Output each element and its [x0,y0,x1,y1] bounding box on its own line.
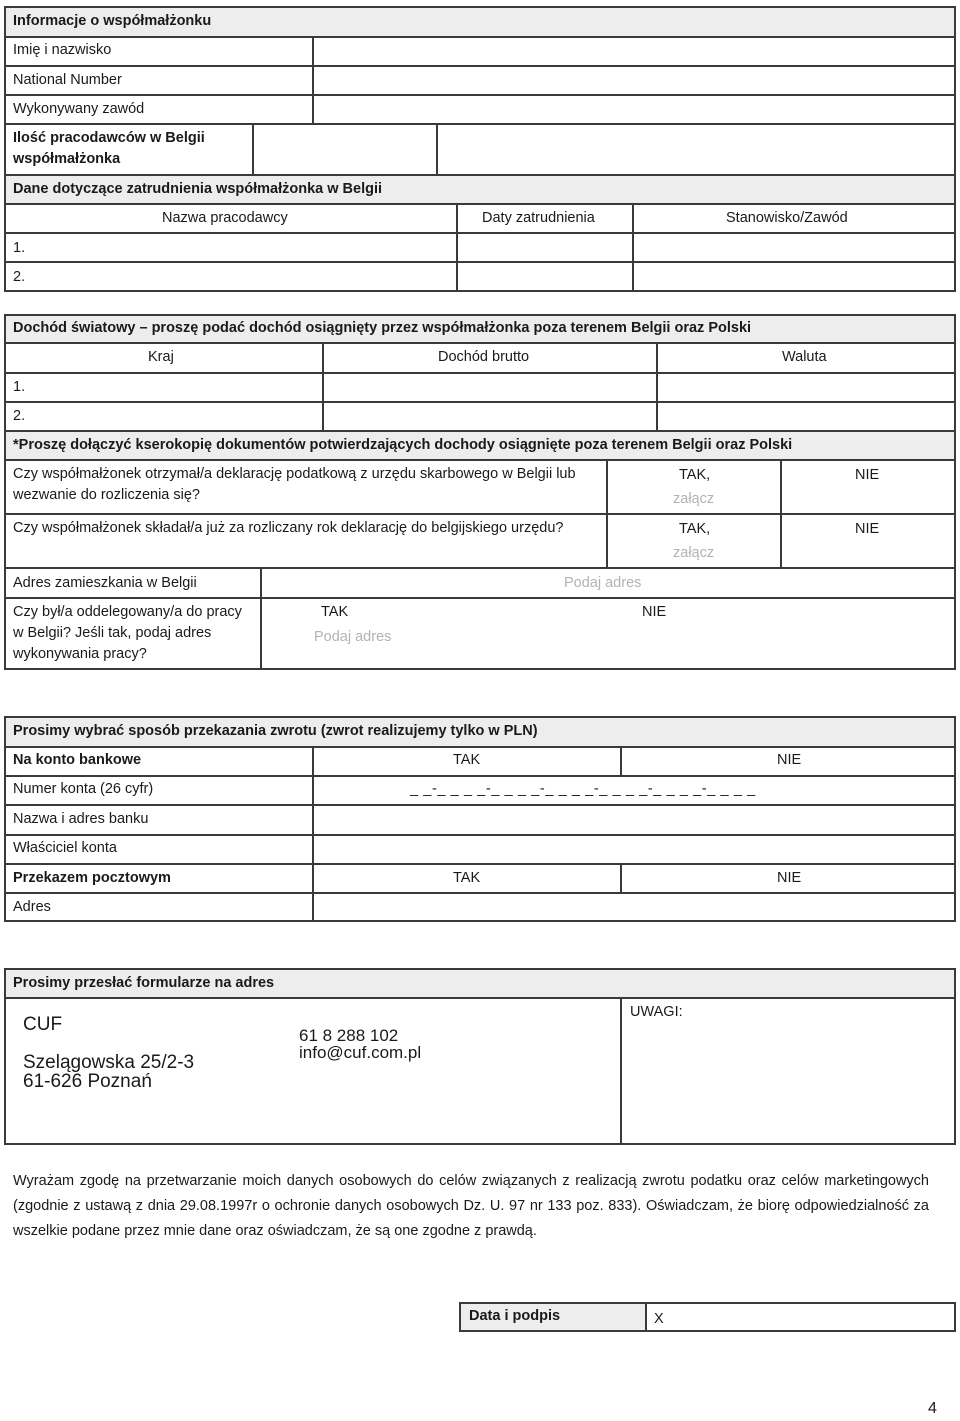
tax-notice-yes-option[interactable]: TAK, [679,467,711,483]
page-number: 4 [928,1400,937,1417]
tax-notice-attach-hint: załącz [673,491,715,507]
employers-count-label: Ilość pracodawców w Belgii współmałżonka [13,130,205,167]
company-email: info@cuf.com.pl [299,1043,422,1062]
world-income-col-gross: Dochód brutto [438,349,530,365]
employment-row-1-employer-field[interactable] [30,234,454,260]
postal-order-label: Przekazem pocztowym [13,870,171,886]
postal-order-no-option[interactable]: NIE [777,870,802,886]
world-income-col-country: Kraj [148,349,174,365]
signature-field[interactable]: X [654,1311,664,1327]
belgium-address-field[interactable]: Podaj adres [564,575,642,591]
national-number-field[interactable] [314,67,954,93]
company-name: CUF [23,1014,63,1035]
bank-transfer-label: Na konto bankowe [13,752,142,768]
employers-count-field[interactable] [254,125,434,173]
bank-name-label: Nazwa i adres banku [13,811,149,827]
employment-section-title: Dane dotyczące zatrudnienia współmałżonka w Belgii [13,181,383,197]
tax-notice-no-option[interactable]: NIE [855,467,880,483]
world-income-col-currency: Waluta [782,349,827,365]
bank-transfer-no-option[interactable]: NIE [777,752,802,768]
prior-declaration-question: Czy współmałżonek składał/a już za rozliczany rok deklarację do belgijskiego urzędu? [13,520,564,536]
occupation-field[interactable] [314,96,954,122]
remarks-label: UWAGI: [630,1004,683,1020]
send-section-title: Prosimy przesłać formularze na adres [13,975,275,991]
delegation-question: Czy był/a oddelegowany/a do pracy w Belgii? Jeśli tak, podaj adres wykonywania pracy? [13,604,242,662]
world-income-section-title: Dochód światowy – proszę podać dochód osiągnięty przez współmałżonka poza terenem Belgii oraz Polski [13,320,752,336]
spouse-name-field[interactable] [314,38,954,64]
employment-row-number: 2. [13,269,26,285]
tax-notice-question: Czy współmałżonek otrzymał/a deklarację podatkową z urzędu skarbowego w Belgii lub wezwanie do rozliczenia się? [13,466,576,503]
spouse-name-label: Imię i nazwisko [13,42,112,58]
delegation-no-option[interactable]: NIE [642,604,667,620]
employment-col-position: Stanowisko/Zawód [726,210,848,226]
account-number-label: Numer konta (26 cyfr) [13,781,154,797]
employment-col-dates: Daty zatrudnienia [482,210,595,226]
spouse-section-title: Informacje o współmałżonku [13,13,212,29]
prior-declaration-attach-hint: załącz [673,545,715,561]
postal-address-field[interactable] [314,894,954,920]
world-income-note: *Proszę dołączyć kserokopię dokumentów potwierdzających dochody osiągnięte poza terenem Belgii oraz Polski [13,437,793,453]
national-number-label: National Number [13,72,122,88]
consent-text: Wyrażam zgodę na przetwarzanie moich danych osobowych do celów związanych z realizacją zwrotu podatku oraz celów marketingowych (zgodnie z ustawą z dnia 29.08.1997r o ochronie danych osobowych Dz. U. 97 nr 133 poz. 833). Oświadczam, że biorę odpowiedzialność za wszelkie podane przez mnie dane oraz oświadczam, że są one zgodne z prawdą. [13,1173,929,1239]
postal-order-yes-option[interactable]: TAK [453,870,481,886]
refund-section-title: Prosimy wybrać sposób przekazania zwrotu (zwrot realizujemy tylko w PLN) [13,723,538,739]
world-income-row-1-field[interactable] [324,374,654,400]
occupation-label: Wykonywany zawód [13,101,145,117]
employment-row-2-employer-field[interactable] [30,263,454,290]
delegation-yes-option[interactable]: TAK [321,604,349,620]
belgium-address-label: Adres zamieszkania w Belgii [13,575,197,591]
world-income-row-number: 2. [13,408,26,424]
employment-row-number: 1. [13,240,26,256]
delegation-address-field[interactable]: Podaj adres [314,629,392,645]
world-income-row-2-field[interactable] [324,403,654,429]
bank-name-field[interactable] [314,806,954,833]
company-phone: 61 8 288 102 [299,1026,399,1045]
prior-declaration-no-option[interactable]: NIE [855,521,880,537]
employment-col-employer: Nazwa pracodawcy [162,210,288,226]
company-street: Szelągowska 25/2-3 [23,1052,195,1073]
account-owner-label: Właściciel konta [13,840,117,856]
signature-label: Data i podpis [469,1308,561,1324]
account-owner-field[interactable] [314,836,954,862]
remarks-field[interactable] [622,1024,954,1143]
bank-transfer-yes-option[interactable]: TAK [453,752,481,768]
company-city: 61-626 Poznań [23,1071,152,1092]
postal-address-label: Adres [13,899,51,915]
world-income-row-number: 1. [13,379,26,395]
account-number-field[interactable]: _ _-_ _ _ _-_ _ _ _-_ _ _ _-_ _ _ _-_ _ _ _-_ _ _ _ [410,781,756,797]
prior-declaration-yes-option[interactable]: TAK, [679,521,711,537]
